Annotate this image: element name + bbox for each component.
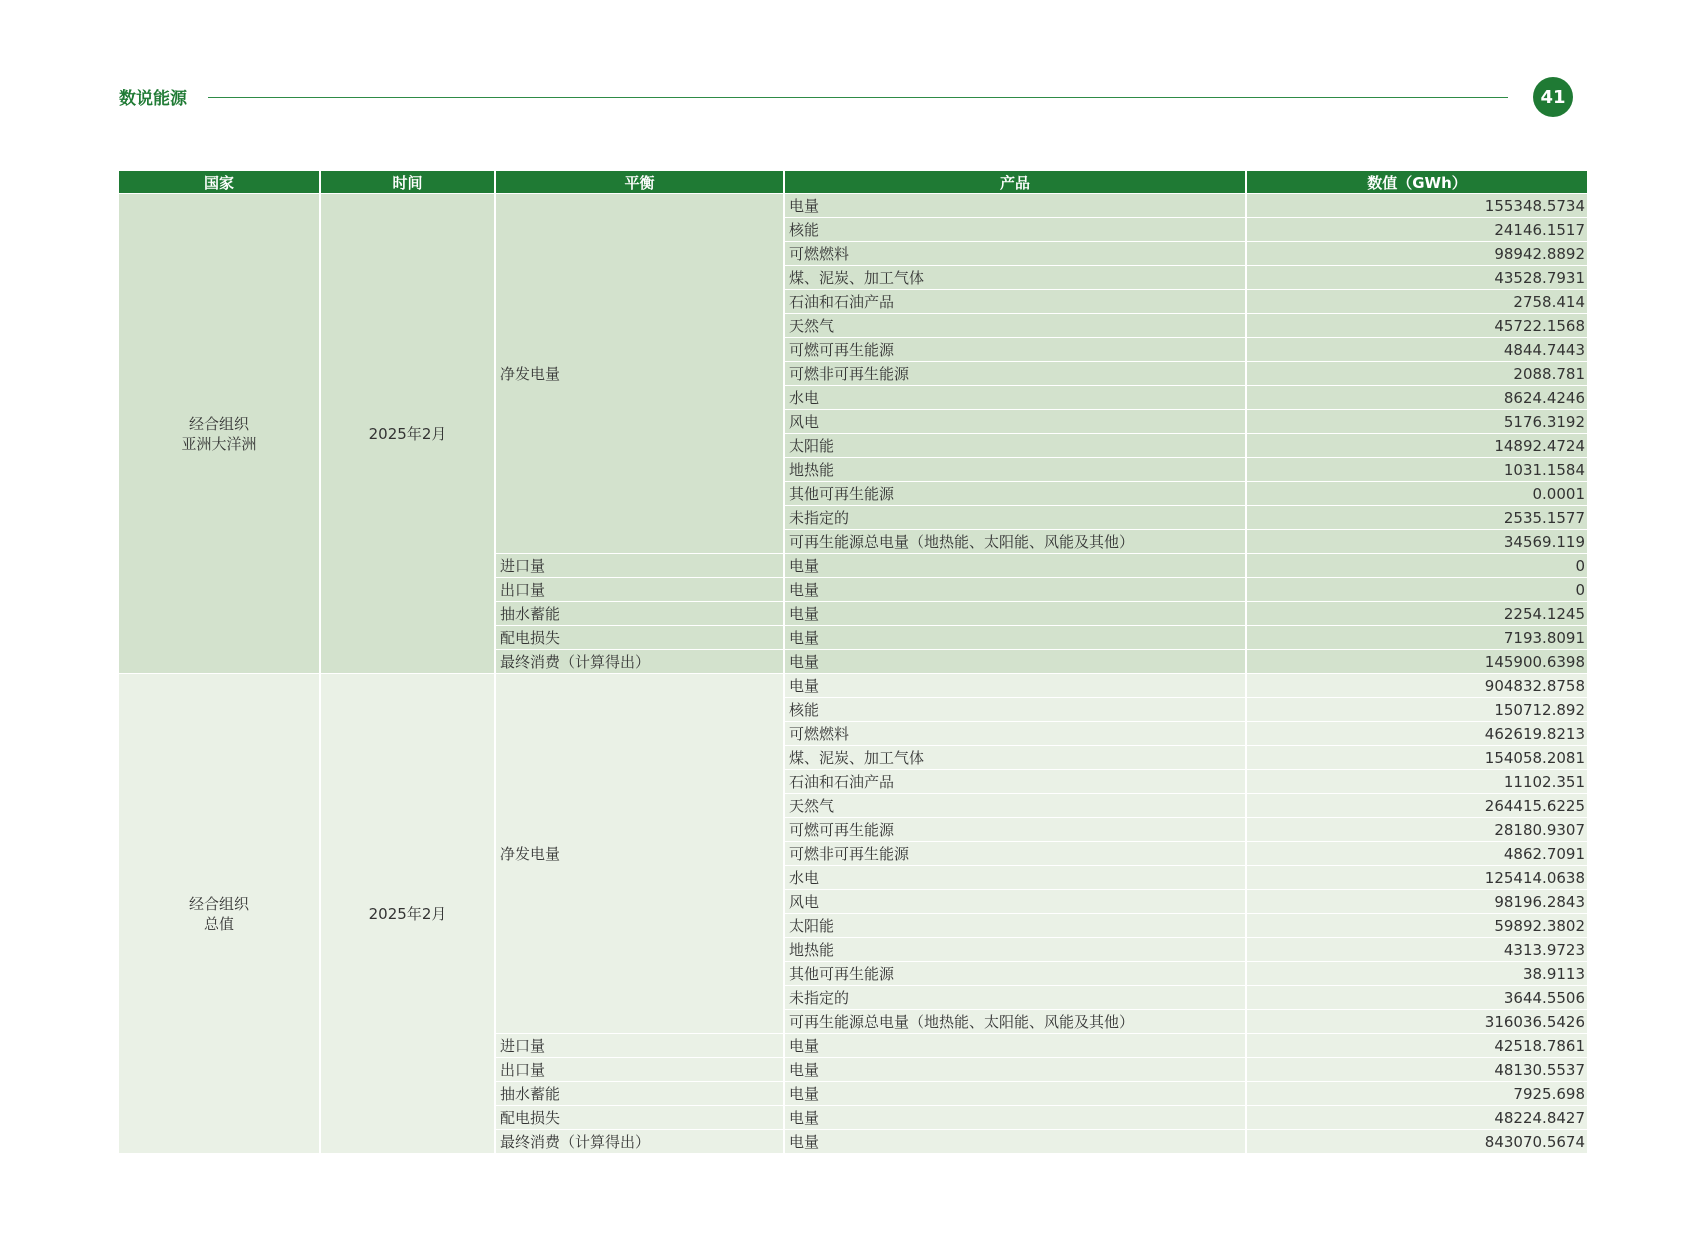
value-cell: 462619.8213	[1247, 721, 1587, 745]
country-line1: 经合组织	[188, 414, 249, 433]
value-cell: 145900.6398	[1247, 649, 1587, 673]
value-cell: 11102.351	[1247, 769, 1587, 793]
value-cell: 154058.2081	[1247, 745, 1587, 769]
value-cell: 155348.5734	[1247, 193, 1587, 217]
country-cell	[119, 673, 319, 1153]
country-line2: 亚洲大洋洲	[181, 434, 257, 453]
value-cell: 2758.414	[1247, 289, 1587, 313]
product-cell: 可燃燃料	[785, 241, 1245, 265]
product-cell: 其他可再生能源	[785, 481, 1245, 505]
product-cell: 石油和石油产品	[785, 769, 1245, 793]
value-cell: 14892.4724	[1247, 433, 1587, 457]
product-cell: 电量	[785, 1105, 1245, 1129]
product-cell: 电量	[785, 625, 1245, 649]
balance-cell: 配电损失	[496, 625, 783, 649]
country-line2: 总值	[203, 914, 234, 933]
header-divider	[208, 97, 1508, 98]
value-cell: 2088.781	[1247, 361, 1587, 385]
country-cell	[119, 193, 319, 673]
country-line1: 经合组织	[188, 894, 249, 913]
value-cell: 0	[1247, 577, 1587, 601]
balance-cell: 抽水蓄能	[496, 1081, 783, 1105]
value-cell: 125414.0638	[1247, 865, 1587, 889]
value-cell: 4313.9723	[1247, 937, 1587, 961]
value-cell: 5176.3192	[1247, 409, 1587, 433]
product-cell: 电量	[785, 1081, 1245, 1105]
balance-cell: 抽水蓄能	[496, 601, 783, 625]
product-cell: 水电	[785, 865, 1245, 889]
product-cell: 地热能	[785, 937, 1245, 961]
value-cell: 43528.7931	[1247, 265, 1587, 289]
value-cell: 48130.5537	[1247, 1057, 1587, 1081]
product-cell: 电量	[785, 193, 1245, 217]
product-cell: 天然气	[785, 793, 1245, 817]
value-cell: 0	[1247, 553, 1587, 577]
product-cell: 可燃可再生能源	[785, 817, 1245, 841]
value-cell: 0.0001	[1247, 481, 1587, 505]
section-title: 数说能源	[119, 89, 187, 109]
value-cell: 150712.892	[1247, 697, 1587, 721]
product-cell: 可再生能源总电量（地热能、太阳能、风能及其他）	[785, 529, 1245, 553]
product-cell: 电量	[785, 601, 1245, 625]
value-cell: 316036.5426	[1247, 1009, 1587, 1033]
value-cell: 98942.8892	[1247, 241, 1587, 265]
balance-cell: 净发电量	[496, 673, 783, 1033]
value-cell: 7193.8091	[1247, 625, 1587, 649]
product-cell: 可燃非可再生能源	[785, 841, 1245, 865]
product-cell: 未指定的	[785, 505, 1245, 529]
product-cell: 电量	[785, 673, 1245, 697]
value-cell: 843070.5674	[1247, 1129, 1587, 1153]
product-cell: 电量	[785, 553, 1245, 577]
product-cell: 未指定的	[785, 985, 1245, 1009]
balance-cell: 出口量	[496, 1057, 783, 1081]
value-cell: 4862.7091	[1247, 841, 1587, 865]
value-cell: 4844.7443	[1247, 337, 1587, 361]
value-cell: 264415.6225	[1247, 793, 1587, 817]
product-cell: 煤、泥炭、加工气体	[785, 265, 1245, 289]
product-cell: 风电	[785, 889, 1245, 913]
column-header: 产品	[785, 171, 1245, 193]
product-cell: 电量	[785, 1033, 1245, 1057]
product-cell: 风电	[785, 409, 1245, 433]
value-cell: 24146.1517	[1247, 217, 1587, 241]
time-cell: 2025年2月	[321, 673, 494, 1153]
balance-cell: 最终消费（计算得出）	[496, 1129, 783, 1153]
energy-data-table	[119, 171, 1585, 1153]
product-cell: 电量	[785, 649, 1245, 673]
product-cell: 可燃燃料	[785, 721, 1245, 745]
column-header: 数值（GWh）	[1247, 171, 1587, 193]
balance-cell: 进口量	[496, 553, 783, 577]
time-cell: 2025年2月	[321, 193, 494, 673]
product-cell: 地热能	[785, 457, 1245, 481]
value-cell: 2254.1245	[1247, 601, 1587, 625]
product-cell: 其他可再生能源	[785, 961, 1245, 985]
value-cell: 7925.698	[1247, 1081, 1587, 1105]
value-cell: 42518.7861	[1247, 1033, 1587, 1057]
product-cell: 太阳能	[785, 913, 1245, 937]
value-cell: 48224.8427	[1247, 1105, 1587, 1129]
product-cell: 可燃可再生能源	[785, 337, 1245, 361]
value-cell: 8624.4246	[1247, 385, 1587, 409]
value-cell: 59892.3802	[1247, 913, 1587, 937]
value-cell: 38.9113	[1247, 961, 1587, 985]
value-cell: 2535.1577	[1247, 505, 1587, 529]
balance-cell: 最终消费（计算得出）	[496, 649, 783, 673]
product-cell: 可再生能源总电量（地热能、太阳能、风能及其他）	[785, 1009, 1245, 1033]
product-cell: 电量	[785, 1057, 1245, 1081]
product-cell: 煤、泥炭、加工气体	[785, 745, 1245, 769]
product-cell: 天然气	[785, 313, 1245, 337]
value-cell: 45722.1568	[1247, 313, 1587, 337]
page-number-badge: 41	[1533, 77, 1573, 117]
product-cell: 水电	[785, 385, 1245, 409]
product-cell: 核能	[785, 217, 1245, 241]
product-cell: 电量	[785, 577, 1245, 601]
value-cell: 98196.2843	[1247, 889, 1587, 913]
balance-cell: 配电损失	[496, 1105, 783, 1129]
value-cell: 3644.5506	[1247, 985, 1587, 1009]
product-cell: 石油和石油产品	[785, 289, 1245, 313]
product-cell: 核能	[785, 697, 1245, 721]
value-cell: 34569.119	[1247, 529, 1587, 553]
balance-cell: 净发电量	[496, 193, 783, 553]
value-cell: 28180.9307	[1247, 817, 1587, 841]
product-cell: 可燃非可再生能源	[785, 361, 1245, 385]
value-cell: 904832.8758	[1247, 673, 1587, 697]
column-header: 时间	[321, 171, 494, 193]
balance-cell: 出口量	[496, 577, 783, 601]
product-cell: 电量	[785, 1129, 1245, 1153]
balance-cell: 进口量	[496, 1033, 783, 1057]
value-cell: 1031.1584	[1247, 457, 1587, 481]
column-header: 国家	[119, 171, 319, 193]
product-cell: 太阳能	[785, 433, 1245, 457]
column-header: 平衡	[496, 171, 783, 193]
